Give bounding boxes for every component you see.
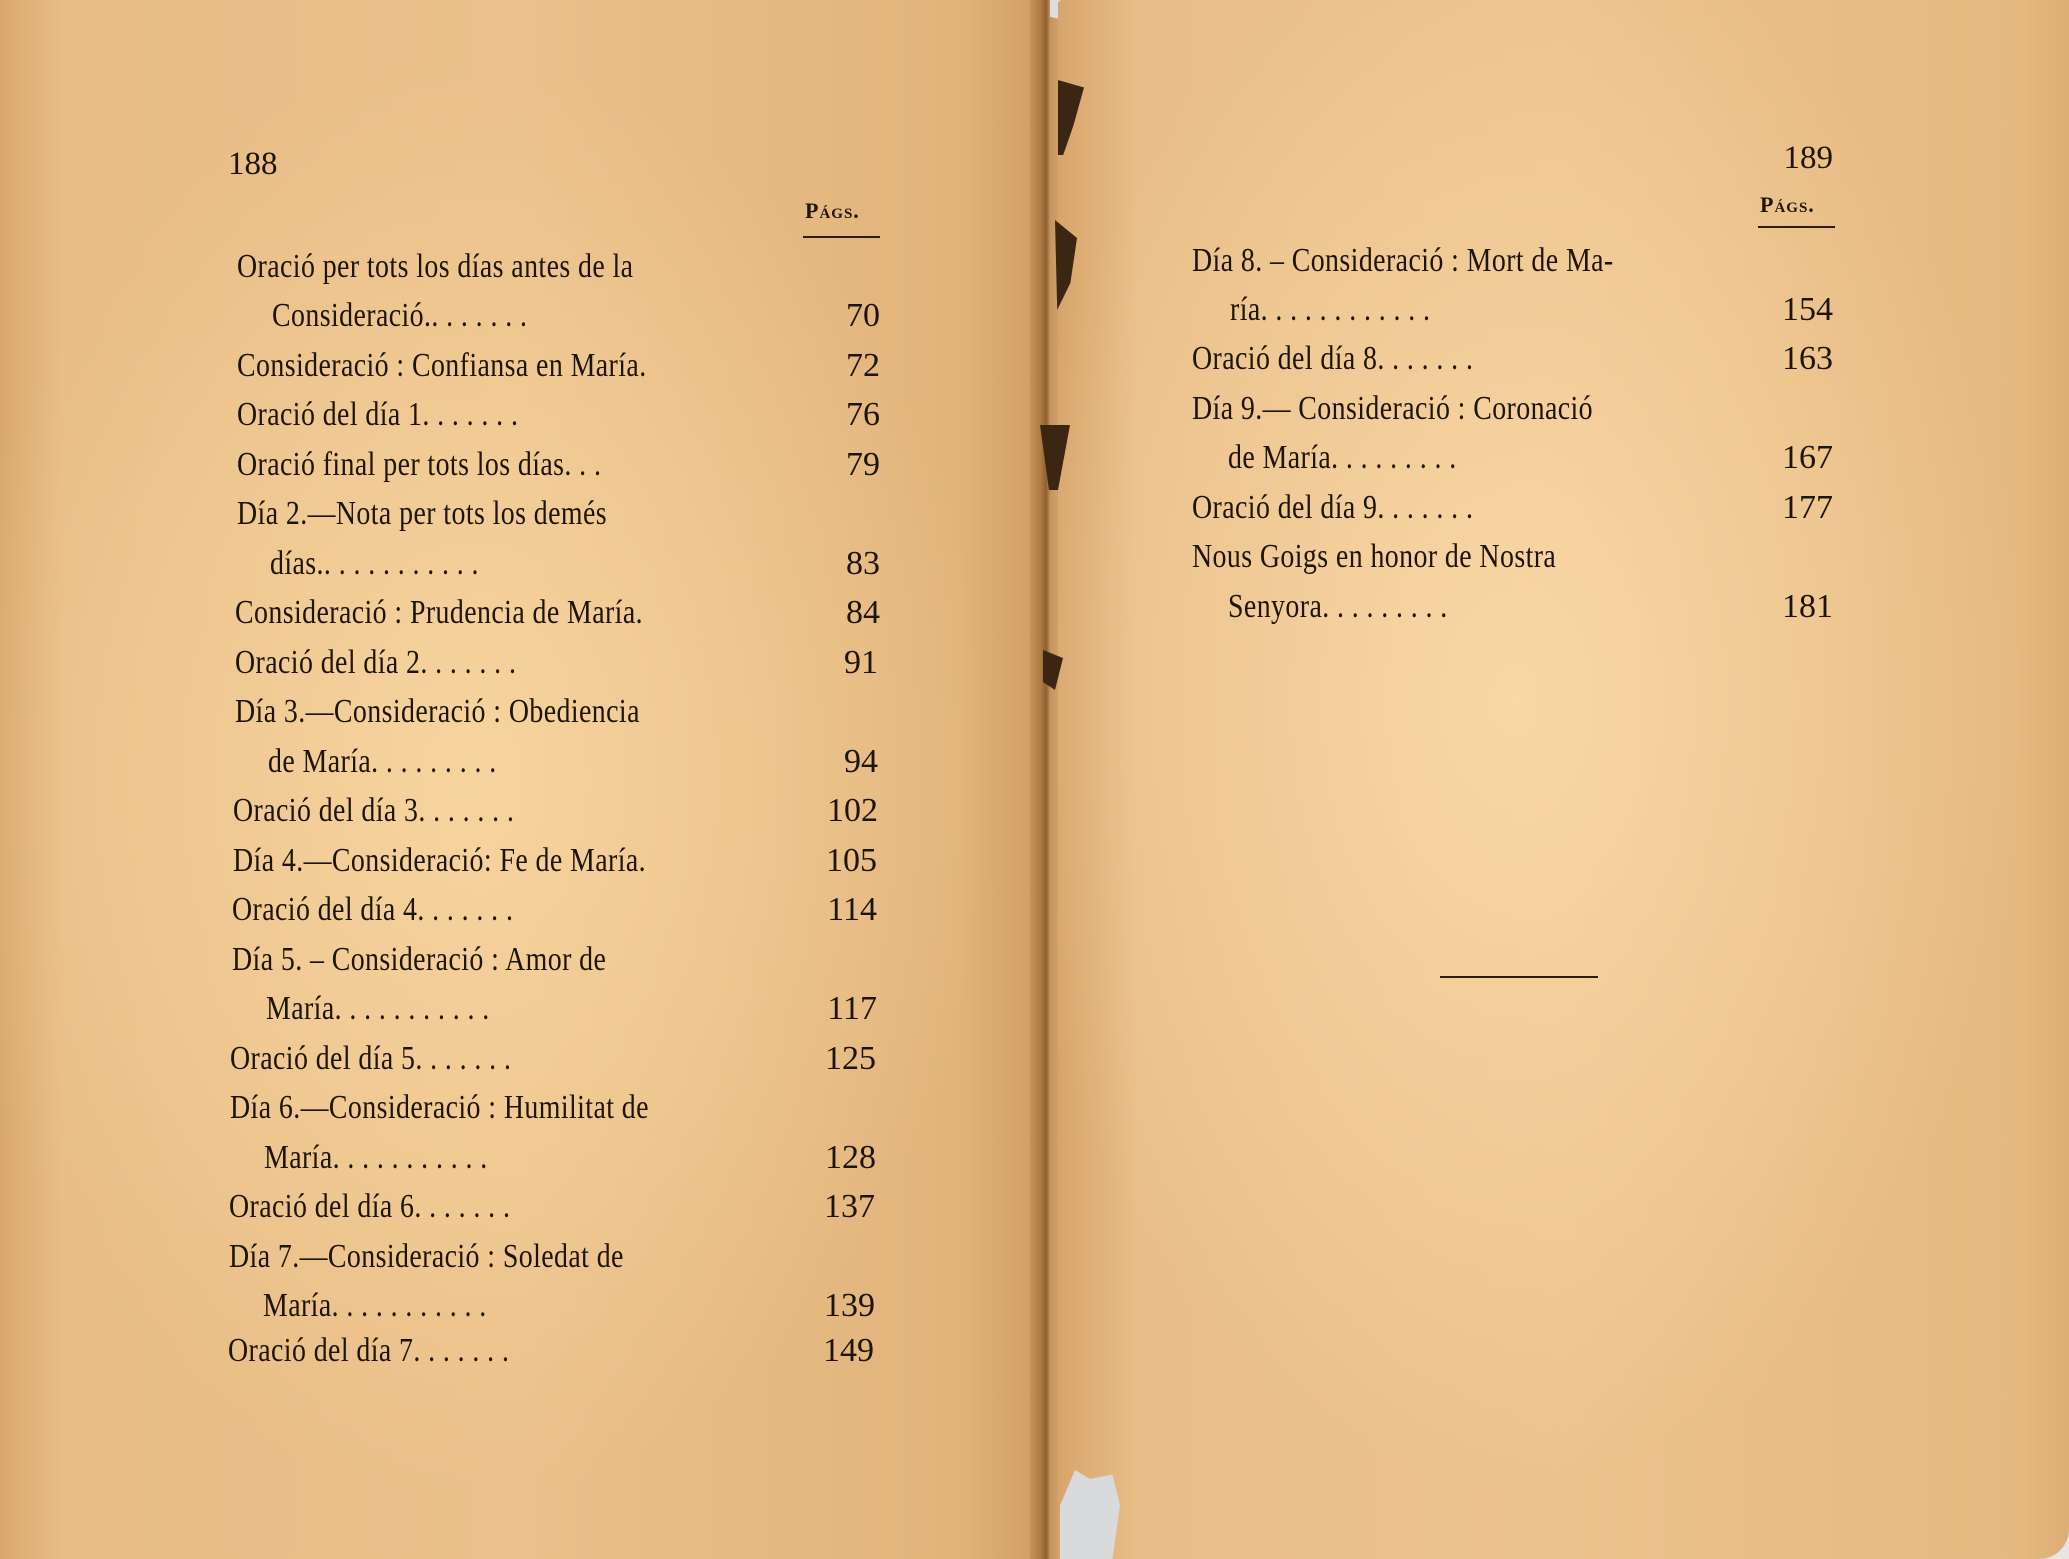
toc-entry-text: María. . . . . . . . . . . [266, 990, 490, 1027]
toc-page-number: 84 [846, 594, 880, 631]
toc-entry-text: Día 4.—Consideració: Fe de María. [233, 842, 647, 879]
toc-entry-text: Día 9.— Consideració : Coronació [1192, 390, 1594, 427]
toc-page-number: 102 [827, 792, 878, 829]
toc-page-number: 117 [827, 990, 877, 1027]
toc-entry-text: Día 8. – Consideració : Mort de Ma- [1192, 242, 1614, 279]
toc-page-number: 128 [825, 1139, 876, 1176]
page-number: 188 [228, 146, 278, 182]
toc-entry-text: Oració del día 6. . . . . . . [229, 1188, 511, 1225]
toc-entry-text: Oració final per tots los días. . . [237, 446, 602, 483]
column-header: Págs. [805, 198, 860, 223]
toc-entry-text: Oració del día 8. . . . . . . [1192, 340, 1474, 377]
toc-entry-text: de María. . . . . . . . . [1228, 439, 1457, 476]
toc-page-number: 94 [844, 743, 878, 780]
toc-entry-text: Día 3.—Consideració : Obediencia [235, 693, 640, 730]
toc-entry-text: Senyora. . . . . . . . . [1228, 588, 1448, 625]
toc-page-number: 181 [1782, 588, 1833, 625]
column-header: Págs. [1760, 192, 1815, 217]
toc-entry-text: Oració del día 4. . . . . . . [232, 891, 514, 928]
toc-page-number: 137 [824, 1188, 875, 1225]
toc-page-number: 70 [846, 297, 880, 334]
toc-page-number: 149 [823, 1332, 874, 1369]
toc-entry-text: Oració del día 7. . . . . . . [228, 1332, 510, 1369]
toc-page-number: 167 [1782, 439, 1833, 476]
column-header-rule [803, 236, 880, 238]
toc-entry-text: Oració del día 2. . . . . . . [235, 644, 517, 681]
toc-entry-text: María. . . . . . . . . . . [263, 1287, 487, 1324]
toc-entry-text: Oració del día 1. . . . . . . [237, 396, 519, 433]
toc-page-number: 154 [1782, 291, 1833, 328]
toc-entry-text: Oració del día 3. . . . . . . [233, 792, 515, 829]
right-page [1058, 0, 2069, 1559]
toc-entry-text: días.. . . . . . . . . . . [270, 545, 479, 582]
toc-page-number: 139 [824, 1287, 875, 1324]
column-header-rule [1758, 226, 1835, 228]
toc-entry-text: Consideració : Prudencia de María. [235, 594, 644, 631]
toc-page-number: 125 [825, 1040, 876, 1077]
toc-page-number: 76 [846, 396, 880, 433]
toc-entry-text: Consideració.. . . . . . . [272, 297, 528, 334]
toc-page-number: 114 [827, 891, 877, 928]
toc-page-number: 79 [846, 446, 880, 483]
end-divider-rule [1440, 976, 1598, 978]
toc-entry-text: ría. . . . . . . . . . . . [1230, 291, 1431, 328]
toc-page-number: 72 [846, 347, 880, 384]
page-number: 189 [1783, 140, 1833, 176]
toc-entry-text: Nous Goigs en honor de Nostra [1192, 538, 1557, 575]
toc-entry-text: de María. . . . . . . . . [268, 743, 497, 780]
toc-entry-text: Oració del día 9. . . . . . . [1192, 489, 1474, 526]
toc-entry-text: Oració del día 5. . . . . . . [230, 1040, 512, 1077]
toc-entry-text: Oració per tots los días antes de la [237, 248, 634, 285]
toc-page-number: 163 [1782, 340, 1833, 377]
toc-entry-text: María. . . . . . . . . . . [264, 1139, 488, 1176]
toc-page-number: 177 [1782, 489, 1833, 526]
toc-entry-text: Día 2.—Nota per tots los demés [237, 495, 608, 532]
toc-entry-text: Día 6.—Consideració : Humilitat de [230, 1089, 649, 1126]
toc-page-number: 91 [844, 644, 878, 681]
toc-entry-text: Consideració : Confiansa en María. [237, 347, 647, 384]
toc-page-number: 105 [826, 842, 877, 879]
toc-entry-text: Día 5. – Consideració : Amor de [232, 941, 607, 978]
toc-entry-text: Día 7.—Consideració : Soledat de [229, 1238, 624, 1275]
toc-page-number: 83 [846, 545, 880, 582]
